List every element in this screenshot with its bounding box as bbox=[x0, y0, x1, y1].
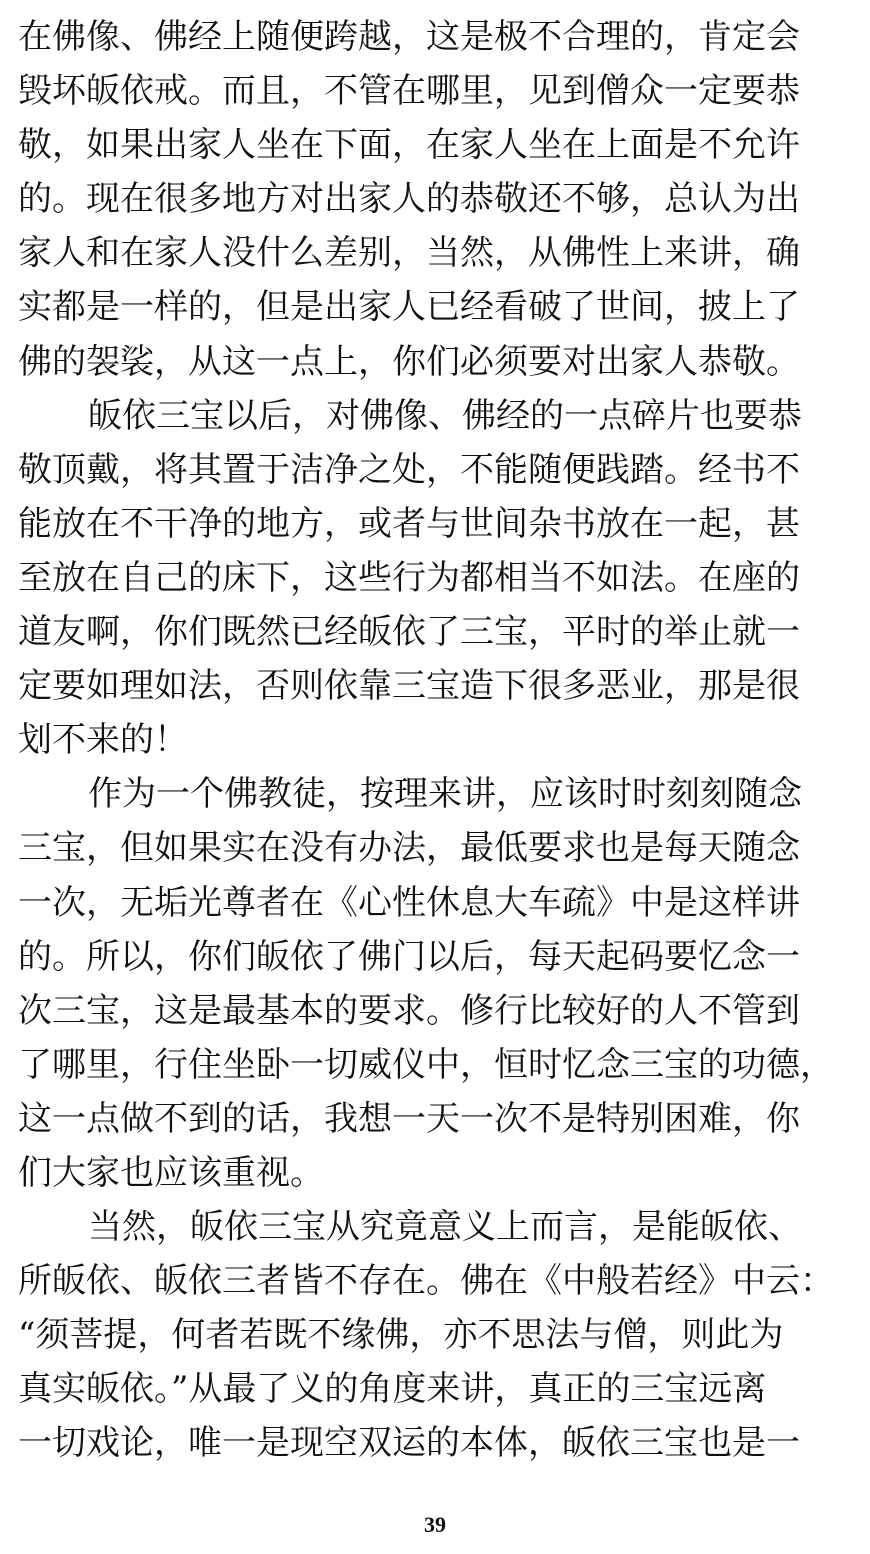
text-line: 敬，如果出家人坐在下面，在家人坐在上面是不允许 bbox=[18, 125, 800, 166]
text-line: 作为一个佛教徒，按理来讲，应该时时刻刻随念 bbox=[88, 774, 802, 815]
text-line: 毁坏皈依戒。而且，不管在哪里，见到僧众一定要恭 bbox=[18, 71, 800, 112]
text-line: 佛的袈裟，从这一点上，你们必须要对出家人恭敬。 bbox=[18, 341, 800, 382]
paragraph-3 bbox=[18, 767, 858, 1200]
body-text bbox=[18, 10, 858, 1471]
text-line: 们大家也应该重视。 bbox=[18, 1152, 324, 1193]
text-line: 一切戏论，唯一是现空双运的本体，皈依三宝也是一 bbox=[18, 1423, 800, 1464]
text-line: 的。现在很多地方对出家人的恭敬还不够，总认为出 bbox=[18, 179, 800, 220]
text-line: 划不来的！ bbox=[18, 720, 188, 761]
text-line: 皈依三宝以后，对佛像、佛经的一点碎片也要恭 bbox=[88, 395, 802, 436]
text-line: 定要如理如法，否则依靠三宝造下很多恶业，那是很 bbox=[18, 666, 800, 707]
text-line: 实都是一样的，但是出家人已经看破了世间，披上了 bbox=[18, 287, 800, 328]
paragraph-2 bbox=[18, 389, 858, 768]
text-line: 真实皈依。”从最了义的角度来讲，真正的三宝远离 bbox=[18, 1369, 767, 1410]
text-line: 在佛像、佛经上随便跨越，这是极不合理的，肯定会 bbox=[18, 17, 800, 57]
text-line: 敬顶戴，将其置于洁净之处，不能随便践踏。经书不 bbox=[18, 449, 800, 490]
paragraph-4 bbox=[18, 1200, 858, 1470]
text-line: 次三宝，这是最基本的要求。修行比较好的人不管到 bbox=[18, 990, 800, 1031]
text-line: 这一点做不到的话，我想一天一次不是特别困难，你 bbox=[18, 1098, 800, 1139]
text-line: 至放在自己的床下，这些行为都相当不如法。在座的 bbox=[18, 557, 800, 598]
page-number: 39 bbox=[424, 1512, 446, 1537]
text-line: 了哪里，行住坐卧一切威仪中，恒时忆念三宝的功德， bbox=[18, 1044, 834, 1085]
text-line: 所皈依、皈依三者皆不存在。佛在《中般若经》中云： bbox=[18, 1261, 834, 1302]
text-line: 三宝，但如果实在没有办法，最低要求也是每天随念 bbox=[18, 828, 800, 869]
text-line: 道友啊，你们既然已经皈依了三宝，平时的举止就一 bbox=[18, 612, 800, 653]
text-line: 一次，无垢光尊者在《心性休息大车疏》中是这样讲 bbox=[18, 882, 800, 923]
text-line: 当然，皈依三宝从究竟意义上而言，是能皈依、 bbox=[88, 1207, 802, 1248]
text-line: “须菩提，何者若既不缘佛，亦不思法与僧，则此为 bbox=[18, 1315, 784, 1356]
text-line: 的。所以，你们皈依了佛门以后，每天起码要忆念一 bbox=[18, 936, 800, 977]
paragraph-1 bbox=[18, 10, 858, 389]
text-line: 能放在不干净的地方，或者与世间杂书放在一起，甚 bbox=[18, 503, 800, 544]
text-line: 家人和在家人没什么差别，当然，从佛性上来讲，确 bbox=[18, 233, 800, 274]
